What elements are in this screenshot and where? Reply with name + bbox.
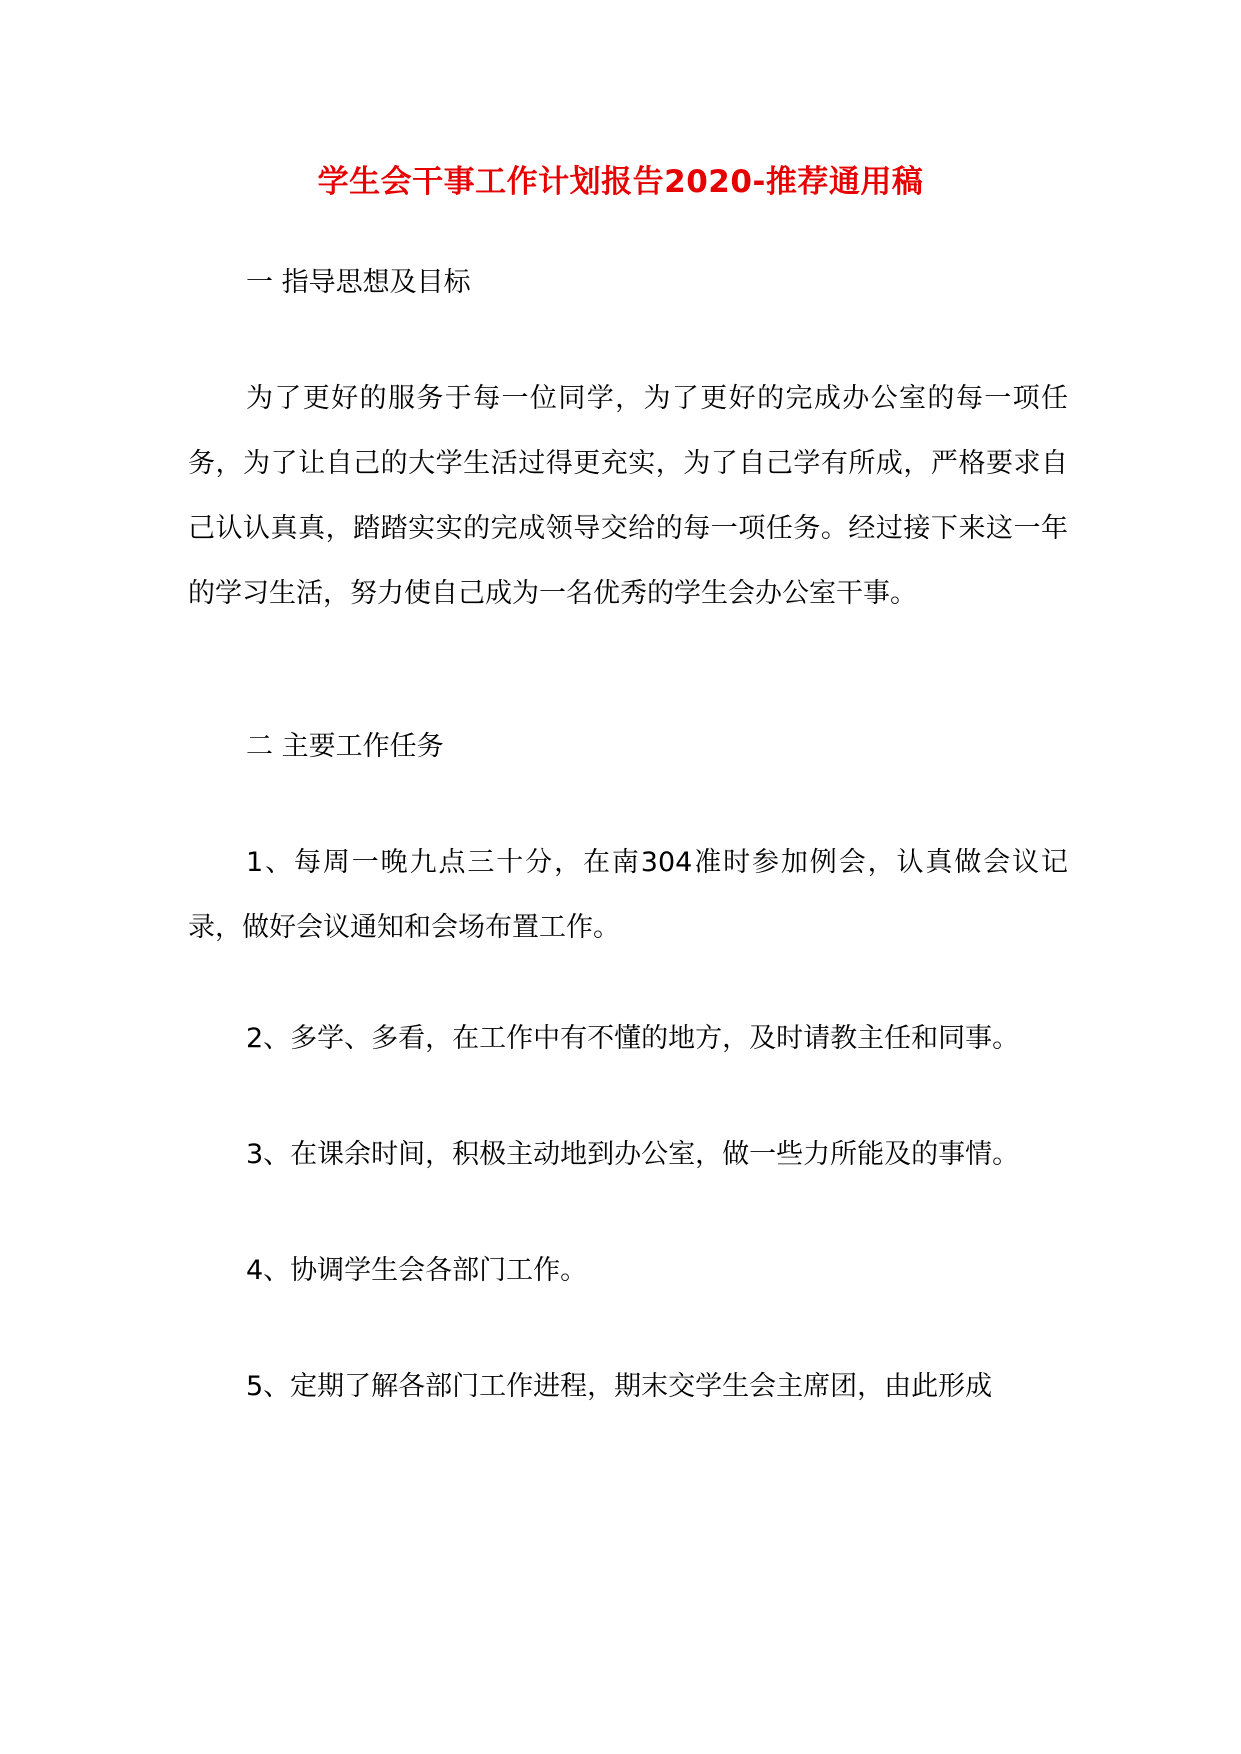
task-item-2: 2、多学、多看，在工作中有不懂的地方，及时请教主任和同事。: [246, 1023, 1020, 1054]
task-item-5: 5、定期了解各部门工作进程，期末交学生会主席团，由此形成: [246, 1371, 993, 1402]
section-heading-guiding-thought: 一 指导思想及目标: [246, 267, 471, 298]
document-title: 学生会干事工作计划报告2020-推荐通用稿: [317, 164, 924, 200]
section-paragraph-goals: 为了更好的服务于每一位同学，为了更好的完成办公室的每一项任务，为了让自己的大学生活过得更充实，为了自己学有所成，严格要求自己认认真真，踏踏实实的完成领导交给的每一项任务。经过接下来这一年的学习生活，努力使自己成为一名优秀的学生会办公室干事。: [188, 383, 1068, 609]
task-item-3: 3、在课余时间，积极主动地到办公室，做一些力所能及的事情。: [246, 1139, 1020, 1170]
task-item-4: 4、协调学生会各部门工作。: [246, 1255, 588, 1286]
task-item-1: 1、每周一晚九点三十分，在南304准时参加例会，认真做会议记录，做好会议通知和会场布置工作。: [188, 847, 1068, 943]
section-heading-main-tasks: 二 主要工作任务: [246, 731, 444, 762]
